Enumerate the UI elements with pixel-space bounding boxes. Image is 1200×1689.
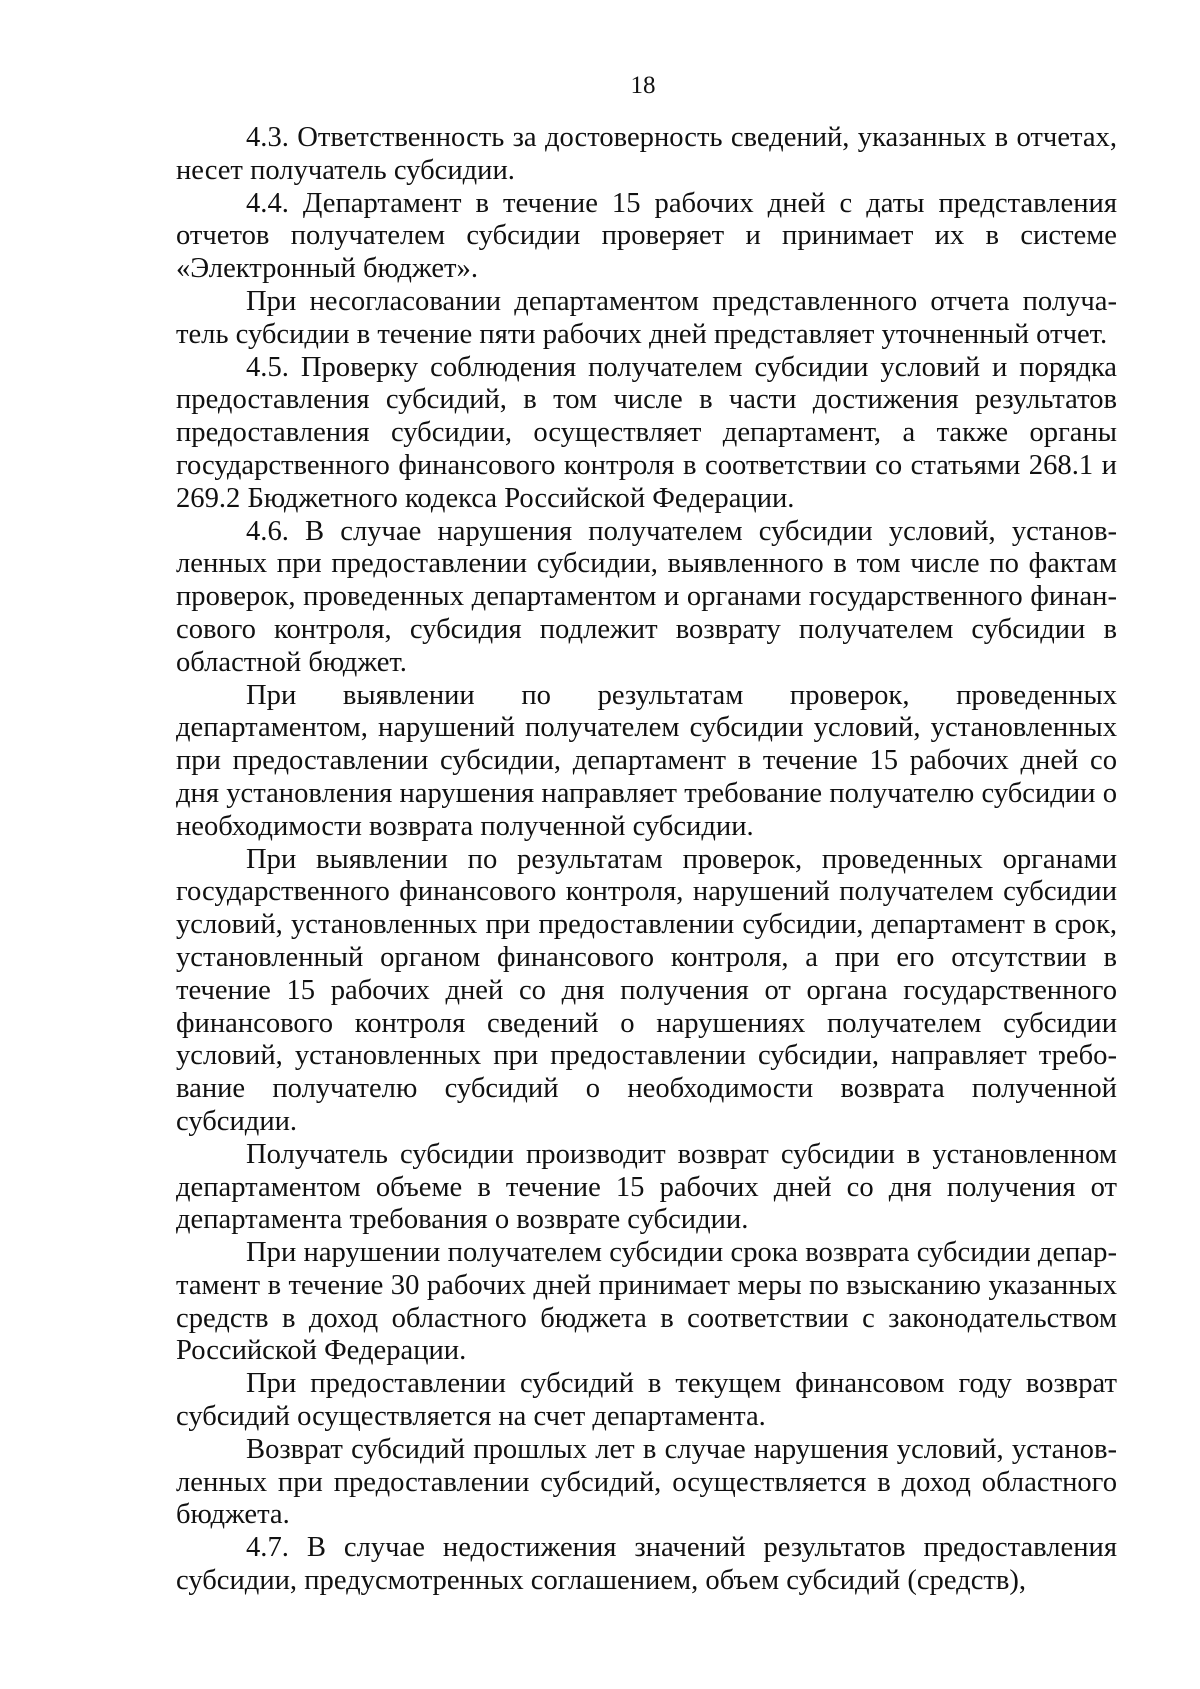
paragraph-4-6: 4.6. В случае нарушения получателем субсидии условий, установленных при предоставлении субсидии, выявленного в том числе по фактам проверок, проведенных департаментом и органами государственного финансового контроля, субсидия подлежит возврату получателем субсидии в областной бюджет. [176,515,1117,678]
paragraph-department-violations: При выявлении по результатам проверок, проведенных департаментом, нарушений получателем субсидии условий, установленных при предоставлении субсидии, департамент в течение 15 рабочих дней со дня установления нарушения направляет требование получателю субсидии о необходимости возврата полученной субсидии. [176,679,1117,842]
paragraph-4-5: 4.5. Проверку соблюдения получателем субсидии условий и порядка предоставления субсидий, в том числе в части достижения результатов предоставления субсидии, осуществляет департамент, а также органы государственного финансового контроля в соответствии со статьями 268.1 и 269.2 Бюджетного кодекса Российской Федерации. [176,351,1117,514]
paragraph-recipient-refund: Получатель субсидии производит возврат субсидии в установленном департаментом объеме в течение 15 рабочих дней со дня получения от департамента требования о возврате субсидии. [176,1138,1117,1236]
paragraph-past-years-refund: Возврат субсидий прошлых лет в случае нарушения условий, установленных при предоставлении субсидий, осуществляется в доход областного бюджета. [176,1433,1117,1531]
document-body [176,122,1117,1598]
paragraph-report-disagreement: При несогласовании департаментом представленного отчета получатель субсидии в течение пяти рабочих дней представляет уточненный отчет. [176,285,1117,350]
paragraph-4-4: 4.4. Департамент в течение 15 рабочих дней с даты представления отчетов получателем субсидии проверяет и принимает их в системе «Электронный бюджет». [176,187,1117,285]
page-number: 18 [630,72,656,99]
paragraph-4-7: 4.7. В случае недостижения значений результатов предоставления субсидии, предусмотренных соглашением, объем субсидий (средств), [176,1532,1117,1597]
paragraph-current-year-refund: При предоставлении субсидий в текущем финансовом году возврат субсидий осуществляется на счет департамента. [176,1368,1117,1433]
paragraph-control-bodies-violations: При выявлении по результатам проверок, проведенных органами государственного финансового контроля, нарушений получателем субсидии условий, установленных при предоставлении субсидии, департамент в срок, установленный органом финансового контроля, а при его отсутствии в течение 15 рабочих дней со дня получения от органа государственного финансового контроля сведений о нарушениях получателем субсидии условий, установленных при предоставлении субсидии, направляет требование получателю субсидий о необходимости возврата полученной субсидии. [176,843,1117,1137]
paragraph-refund-deadline-breach: При нарушении получателем субсидии срока возврата субсидии департамент в течение 30 рабочих дней принимает меры по взысканию указанных средств в доход областного бюджета в соответствии с законодательством Российской Федерации. [176,1237,1117,1367]
paragraph-4-3: 4.3. Ответственность за достоверность сведений, указанных в отчетах, несет получатель субсидии. [176,122,1117,186]
